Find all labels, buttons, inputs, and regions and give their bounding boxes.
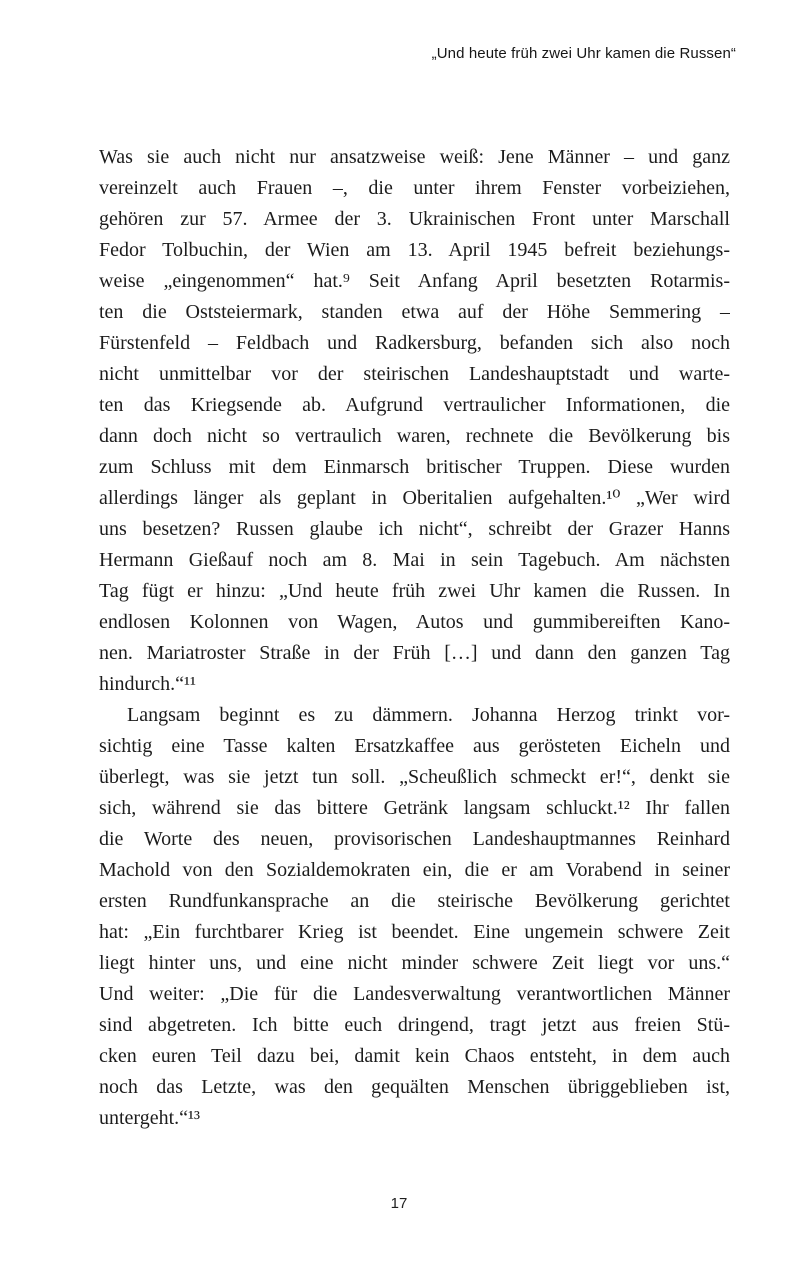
text-line: endlosen Kolonnen von Wagen, Autos und gummibereiften Kano- (99, 611, 730, 633)
paragraph (99, 142, 730, 700)
text-line: liegt hinter uns, und eine nicht minder schwere Zeit liegt vor uns.“ (99, 952, 730, 974)
text-line: weise „eingenommen“ hat.⁹ Seit Anfang April besetzten Rotarmis- (99, 270, 730, 292)
text-line: nen. Mariatroster Straße in der Früh […] und dann den ganzen Tag (99, 642, 730, 664)
body-text (99, 142, 730, 1134)
text-line: Machold von den Sozialdemokraten ein, die er am Vorabend in seiner (99, 859, 730, 881)
paragraph (99, 700, 730, 1134)
page-number: 17 (390, 1195, 408, 1212)
text-line: ten das Kriegsende ab. Aufgrund vertraulicher Informationen, die (99, 394, 730, 416)
text-line: allerdings länger als geplant in Oberitalien aufgehalten.¹⁰ „Wer wird (99, 487, 730, 509)
text-line: vereinzelt auch Frauen –, die unter ihrem Fenster vorbeiziehen, (99, 177, 730, 199)
text-line: ten die Oststeiermark, standen etwa auf der Höhe Semmering – (99, 301, 730, 323)
text-line: Fürstenfeld – Feldbach und Radkersburg, befanden sich also noch (99, 332, 730, 354)
text-line: die Worte des neuen, provisorischen Landeshauptmannes Reinhard (99, 828, 730, 850)
text-line: untergeht.“¹³ (99, 1107, 201, 1129)
text-line: Was sie auch nicht nur ansatzweise weiß: Jene Männer – und ganz (99, 146, 730, 168)
text-line: Langsam beginnt es zu dämmern. Johanna Herzog trinkt vor- (127, 704, 730, 726)
text-line: noch das Letzte, was den gequälten Menschen übriggeblieben ist, (99, 1076, 730, 1098)
text-line: gehören zur 57. Armee der 3. Ukrainischen Front unter Marschall (99, 208, 730, 230)
text-line: nicht unmittelbar vor der steirischen Landeshauptstadt und warte- (99, 363, 730, 385)
text-line: hindurch.“¹¹ (99, 673, 196, 695)
text-line: cken euren Teil dazu bei, damit kein Chaos entsteht, in dem auch (99, 1045, 730, 1067)
text-line: sichtig eine Tasse kalten Ersatzkaffee aus gerösteten Eicheln und (99, 735, 730, 757)
text-line: dann doch nicht so vertraulich waren, rechnete die Bevölkerung bis (99, 425, 730, 447)
text-line: uns besetzen? Russen glaube ich nicht“, schreibt der Grazer Hanns (99, 518, 730, 540)
text-line: hat: „Ein furchtbarer Krieg ist beendet. Eine ungemein schwere Zeit (99, 921, 730, 943)
text-line: Und weiter: „Die für die Landesverwaltung verantwortlichen Männer (99, 983, 730, 1005)
text-line: zum Schluss mit dem Einmarsch britischer Truppen. Diese wurden (99, 456, 730, 478)
text-line: Hermann Gießauf noch am 8. Mai in sein Tagebuch. Am nächsten (99, 549, 730, 571)
text-line: ersten Rundfunkansprache an die steirische Bevölkerung gerichtet (99, 890, 730, 912)
text-line: sind abgetreten. Ich bitte euch dringend, tragt jetzt aus freien Stü- (99, 1014, 730, 1036)
running-header: „Und heute früh zwei Uhr kamen die Russen“ (431, 45, 736, 62)
text-line: Tag fügt er hinzu: „Und heute früh zwei Uhr kamen die Russen. In (99, 580, 730, 602)
text-line: Fedor Tolbuchin, der Wien am 13. April 1945 befreit beziehungs- (99, 239, 730, 261)
text-line: überlegt, was sie jetzt tun soll. „Scheußlich schmeckt er!“, denkt sie (99, 766, 730, 788)
text-line: sich, während sie das bittere Getränk langsam schluckt.¹² Ihr fallen (99, 797, 730, 819)
